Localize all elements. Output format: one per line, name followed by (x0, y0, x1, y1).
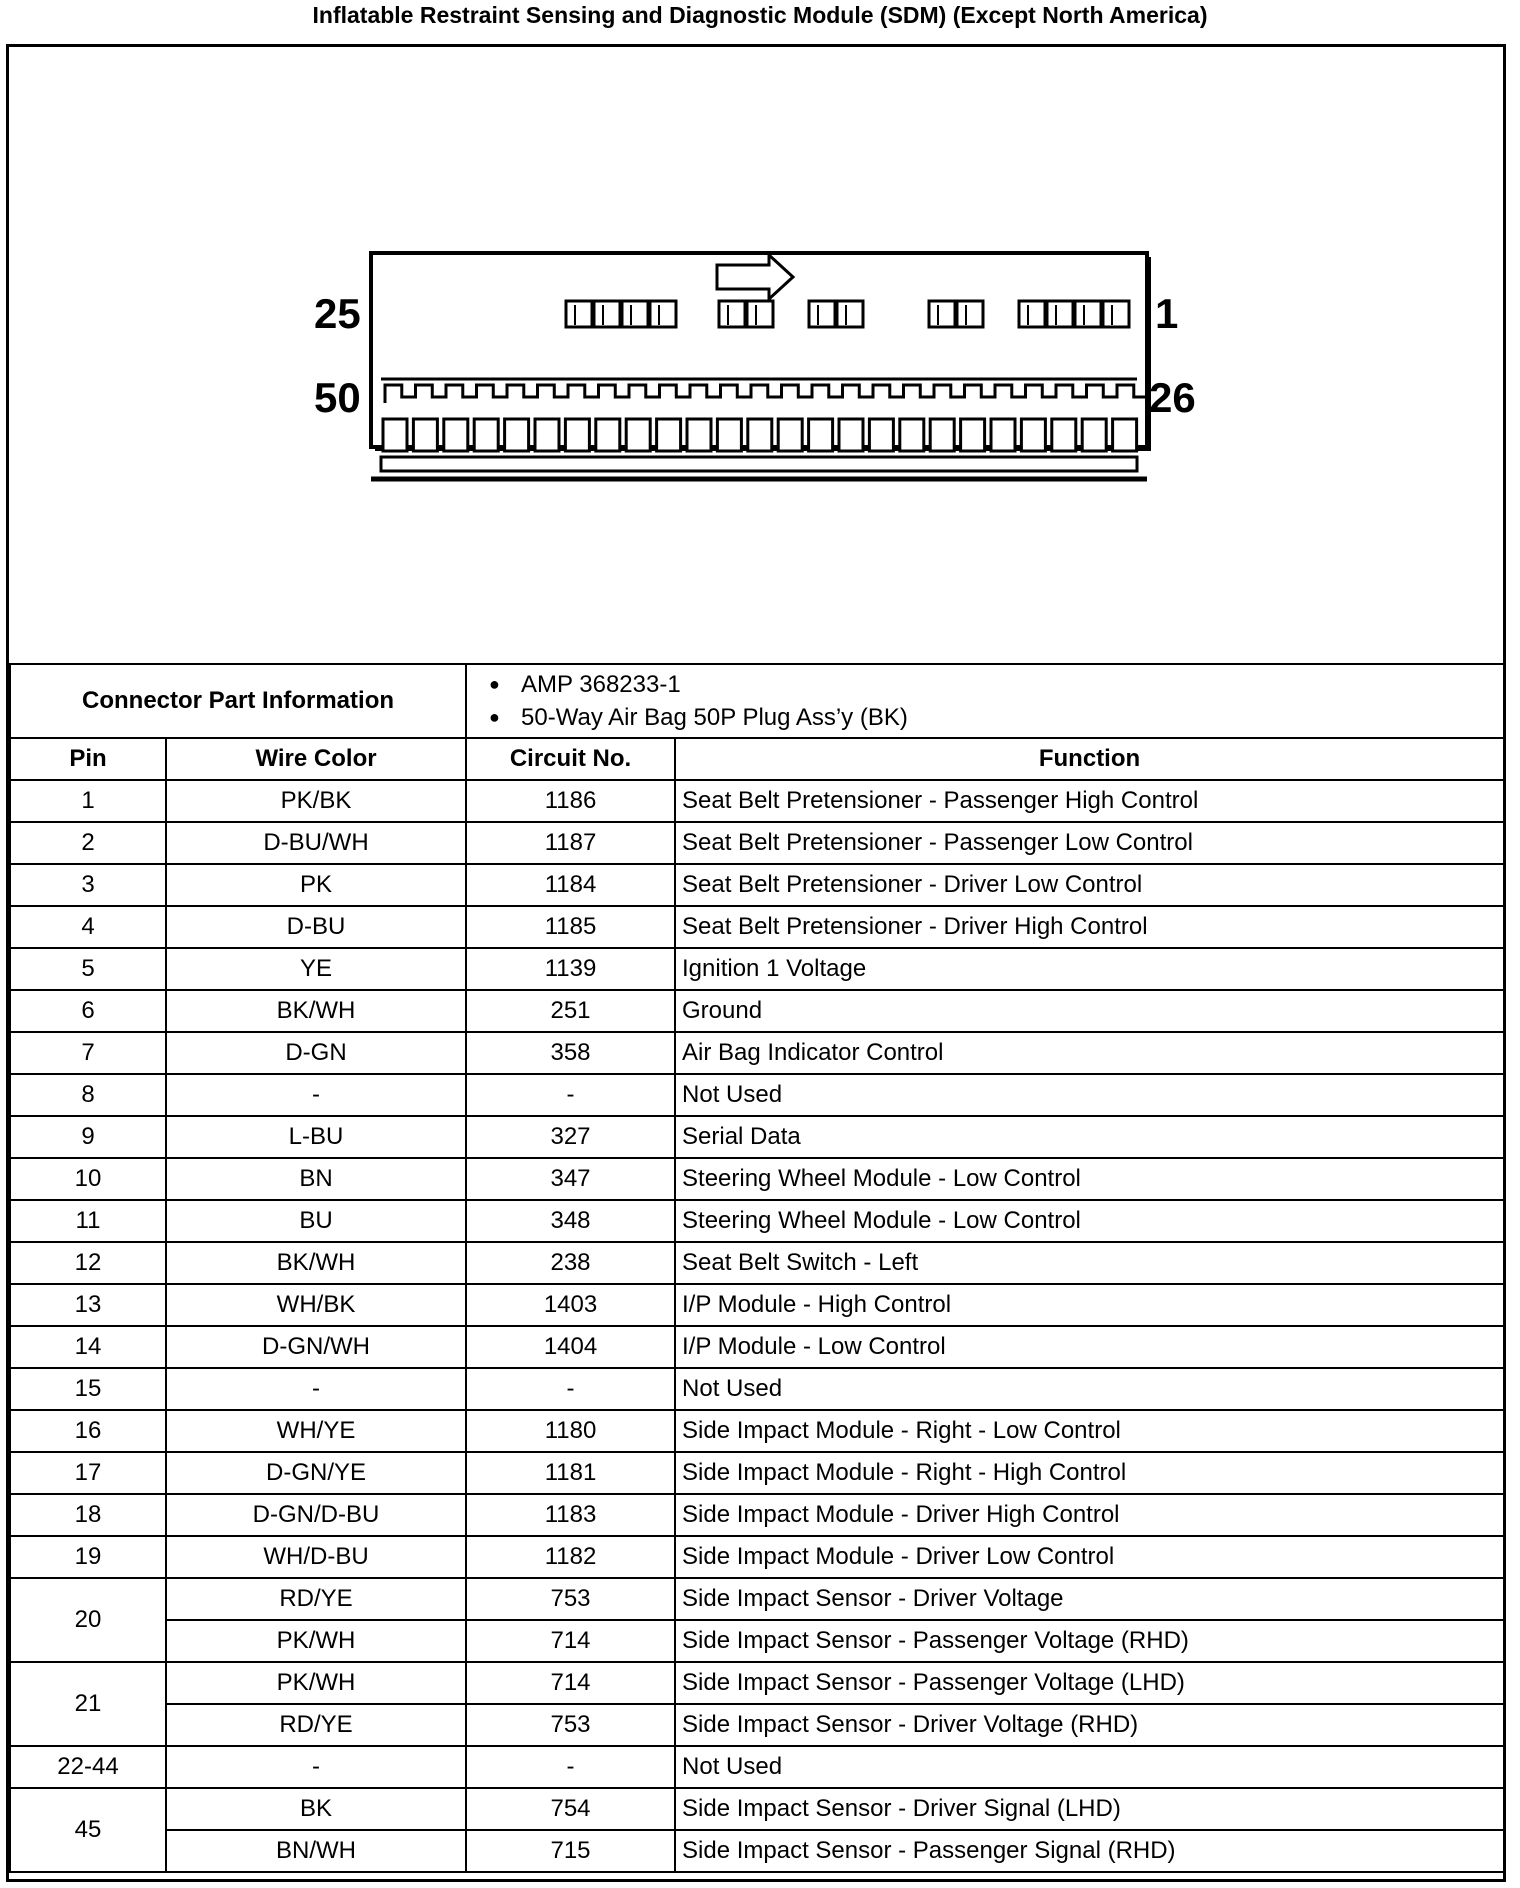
bottom-cavity (413, 419, 437, 451)
pin-cell: 45 (10, 1788, 166, 1872)
wire-color-cell: D-BU (166, 906, 466, 948)
function-cell: Side Impact Module - Driver High Control (675, 1494, 1504, 1536)
top-cavity (809, 301, 835, 327)
function-cell: Seat Belt Pretensioner - Passenger Low Control (675, 822, 1504, 864)
wire-color-cell: PK/WH (166, 1620, 466, 1662)
connector-diagram (9, 47, 1503, 665)
circuit-cell: 754 (466, 1788, 675, 1830)
pin-cell: 8 (10, 1074, 166, 1116)
table-row (10, 990, 1504, 1032)
wire-color-cell: WH/D-BU (166, 1536, 466, 1578)
table-row (10, 1116, 1504, 1158)
wire-color-cell: PK/WH (166, 1662, 466, 1704)
wire-color-cell: BN/WH (166, 1830, 466, 1872)
document-frame (6, 44, 1506, 1882)
function-cell: Side Impact Sensor - Passenger Signal (RHD) (675, 1830, 1504, 1872)
connector-ledge (381, 457, 1137, 471)
wire-color-cell: BU (166, 1200, 466, 1242)
wire-color-cell: D-GN (166, 1032, 466, 1074)
table-row (10, 948, 1504, 990)
bottom-cavity (991, 419, 1015, 451)
table-row (10, 1410, 1504, 1452)
bottom-cavity (687, 419, 711, 451)
top-cavity (622, 301, 648, 327)
circuit-cell: 1183 (466, 1494, 675, 1536)
pin-cell: 22-44 (10, 1746, 166, 1788)
page-title: Inflatable Restraint Sensing and Diagnostic Module (SDM) (Except North America) (312, 2, 1208, 28)
table-row (10, 1242, 1504, 1284)
table-header-row (10, 738, 1504, 780)
table-row (10, 1326, 1504, 1368)
function-cell: Air Bag Indicator Control (675, 1032, 1504, 1074)
header-wire-color: Wire Color (166, 738, 466, 780)
top-cavity (1075, 301, 1101, 327)
function-cell: Side Impact Sensor - Driver Voltage (675, 1578, 1504, 1620)
table-row (10, 864, 1504, 906)
function-cell: Seat Belt Pretensioner - Passenger High Control (675, 780, 1504, 822)
circuit-cell: 1187 (466, 822, 675, 864)
circuit-cell: 1139 (466, 948, 675, 990)
table-row (10, 1788, 1504, 1830)
function-cell: Ignition 1 Voltage (675, 948, 1504, 990)
top-cavity (719, 301, 745, 327)
circuit-cell: - (466, 1074, 675, 1116)
bottom-cavity (748, 419, 772, 451)
table-row (10, 1284, 1504, 1326)
pin-label-50: 50 (314, 374, 361, 421)
bottom-cavity (505, 419, 529, 451)
function-cell: Side Impact Module - Right - High Control (675, 1452, 1504, 1494)
top-cavity (929, 301, 955, 327)
top-cavity (1103, 301, 1129, 327)
function-cell: Not Used (675, 1746, 1504, 1788)
table-row (10, 1032, 1504, 1074)
pin-cell: 15 (10, 1368, 166, 1410)
function-cell: Ground (675, 990, 1504, 1032)
table-row (10, 1536, 1504, 1578)
circuit-cell: 1403 (466, 1284, 675, 1326)
table-row (10, 1662, 1504, 1704)
pin-cell: 13 (10, 1284, 166, 1326)
wire-color-cell: BN (166, 1158, 466, 1200)
wire-color-cell: PK (166, 864, 466, 906)
part-info-row (10, 664, 1504, 738)
wire-color-cell: D-BU/WH (166, 822, 466, 864)
top-cavity (1019, 301, 1045, 327)
function-cell: Seat Belt Pretensioner - Driver High Control (675, 906, 1504, 948)
pin-cell: 18 (10, 1494, 166, 1536)
top-cavity (594, 301, 620, 327)
pin-cell: 3 (10, 864, 166, 906)
pin-cell: 2 (10, 822, 166, 864)
function-cell: Side Impact Sensor - Passenger Voltage (LHD) (675, 1662, 1504, 1704)
table-row (10, 1620, 1504, 1662)
wire-color-cell: D-GN/WH (166, 1326, 466, 1368)
pinout-table (9, 663, 1505, 1873)
wire-color-cell: - (166, 1074, 466, 1116)
wire-color-cell: - (166, 1746, 466, 1788)
pin-cell: 14 (10, 1326, 166, 1368)
pin-cell: 5 (10, 948, 166, 990)
part-info-label: Connector Part Information (10, 664, 466, 738)
circuit-cell: 327 (466, 1116, 675, 1158)
table-row (10, 1746, 1504, 1788)
part-info-item: ● 50-Way Air Bag 50P Plug Ass’y (BK) (489, 701, 1503, 734)
bottom-cavity (626, 419, 650, 451)
circuit-cell: 714 (466, 1620, 675, 1662)
function-cell: Side Impact Sensor - Driver Signal (LHD) (675, 1788, 1504, 1830)
bottom-cavity (474, 419, 498, 451)
table-row (10, 1368, 1504, 1410)
table-row (10, 906, 1504, 948)
function-cell: Serial Data (675, 1116, 1504, 1158)
header-pin: Pin (10, 738, 166, 780)
table-row (10, 1578, 1504, 1620)
pin-cell: 16 (10, 1410, 166, 1452)
bottom-cavity (900, 419, 924, 451)
bottom-cavity (717, 419, 741, 451)
function-cell: Side Impact Module - Driver Low Control (675, 1536, 1504, 1578)
top-cavity (957, 301, 983, 327)
circuit-cell: 1182 (466, 1536, 675, 1578)
wire-color-cell: BK (166, 1788, 466, 1830)
top-cavity (837, 301, 863, 327)
bottom-cavity (930, 419, 954, 451)
function-cell: Side Impact Module - Right - Low Control (675, 1410, 1504, 1452)
function-cell: Side Impact Sensor - Passenger Voltage (RHD) (675, 1620, 1504, 1662)
bottom-cavity (596, 419, 620, 451)
wire-color-cell: YE (166, 948, 466, 990)
pin-cell: 12 (10, 1242, 166, 1284)
wire-color-cell: D-GN/D-BU (166, 1494, 466, 1536)
function-cell: Seat Belt Switch - Left (675, 1242, 1504, 1284)
table-row (10, 1494, 1504, 1536)
circuit-cell: 1180 (466, 1410, 675, 1452)
pin-cell: 10 (10, 1158, 166, 1200)
wire-color-cell: PK/BK (166, 780, 466, 822)
circuit-cell: 753 (466, 1704, 675, 1746)
top-cavity (566, 301, 592, 327)
circuit-cell: 1185 (466, 906, 675, 948)
bottom-cavity (1021, 419, 1045, 451)
circuit-cell: 1184 (466, 864, 675, 906)
circuit-cell: 1404 (466, 1326, 675, 1368)
circuit-cell: 753 (466, 1578, 675, 1620)
table-row (10, 780, 1504, 822)
wire-color-cell: WH/YE (166, 1410, 466, 1452)
top-cavity (650, 301, 676, 327)
pin-cell: 20 (10, 1578, 166, 1662)
bottom-cavity (869, 419, 893, 451)
pin-cell: 17 (10, 1452, 166, 1494)
pin-cell: 7 (10, 1032, 166, 1074)
top-cavity (1047, 301, 1073, 327)
circuit-cell: 715 (466, 1830, 675, 1872)
bottom-cavity (778, 419, 802, 451)
pin-cell: 9 (10, 1116, 166, 1158)
circuit-cell: - (466, 1368, 675, 1410)
pin-label-26: 26 (1149, 374, 1196, 421)
top-cavity (747, 301, 773, 327)
bottom-cavity (444, 419, 468, 451)
circuit-cell: 358 (466, 1032, 675, 1074)
pin-cell: 1 (10, 780, 166, 822)
table-row (10, 1452, 1504, 1494)
bottom-cavity (657, 419, 681, 451)
bottom-cavity (565, 419, 589, 451)
wire-color-cell: L-BU (166, 1116, 466, 1158)
bottom-cavity (1052, 419, 1076, 451)
bottom-cavity (383, 419, 407, 451)
pin-cell: 11 (10, 1200, 166, 1242)
function-cell: Not Used (675, 1368, 1504, 1410)
bottom-cavity (839, 419, 863, 451)
pin-cell: 4 (10, 906, 166, 948)
function-cell: Not Used (675, 1074, 1504, 1116)
bottom-cavity (961, 419, 985, 451)
wire-color-cell: RD/YE (166, 1704, 466, 1746)
function-cell: Seat Belt Pretensioner - Driver Low Control (675, 864, 1504, 906)
table-row (10, 1158, 1504, 1200)
header-function: Function (675, 738, 1504, 780)
bottom-cavity (809, 419, 833, 451)
function-cell: Steering Wheel Module - Low Control (675, 1158, 1504, 1200)
circuit-cell: 714 (466, 1662, 675, 1704)
pin-label-1: 1 (1155, 290, 1179, 337)
circuit-cell: 251 (466, 990, 675, 1032)
pin-label-25: 25 (314, 290, 361, 337)
wire-color-cell: RD/YE (166, 1578, 466, 1620)
wire-color-cell: - (166, 1368, 466, 1410)
circuit-cell: 238 (466, 1242, 675, 1284)
bottom-cavity (1113, 419, 1137, 451)
connector-drawing (9, 47, 1503, 665)
bottom-cavity (1082, 419, 1106, 451)
pin-cell: 6 (10, 990, 166, 1032)
circuit-cell: - (466, 1746, 675, 1788)
table-row (10, 1704, 1504, 1746)
function-cell: I/P Module - High Control (675, 1284, 1504, 1326)
wire-color-cell: WH/BK (166, 1284, 466, 1326)
pin-cell: 21 (10, 1662, 166, 1746)
circuit-cell: 1181 (466, 1452, 675, 1494)
circuit-cell: 348 (466, 1200, 675, 1242)
circuit-cell: 1186 (466, 780, 675, 822)
circuit-cell: 347 (466, 1158, 675, 1200)
table-row (10, 1200, 1504, 1242)
table-row (10, 822, 1504, 864)
wire-color-cell: D-GN/YE (166, 1452, 466, 1494)
function-cell: I/P Module - Low Control (675, 1326, 1504, 1368)
table-row (10, 1830, 1504, 1872)
wire-color-cell: BK/WH (166, 990, 466, 1032)
table-row (10, 1074, 1504, 1116)
wire-color-cell: BK/WH (166, 1242, 466, 1284)
part-info-item: ● AMP 368233-1 (489, 668, 1503, 701)
part-info-values (466, 664, 1504, 738)
header-circuit: Circuit No. (466, 738, 675, 780)
pin-cell: 19 (10, 1536, 166, 1578)
bottom-cavity (535, 419, 559, 451)
function-cell: Side Impact Sensor - Driver Voltage (RHD) (675, 1704, 1504, 1746)
function-cell: Steering Wheel Module - Low Control (675, 1200, 1504, 1242)
